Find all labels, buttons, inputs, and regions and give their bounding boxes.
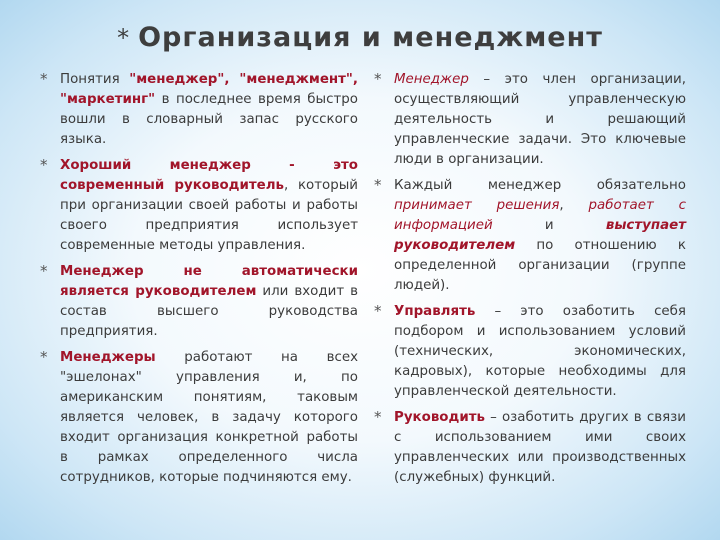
left-bullet-1-text-b: в последнее время быстро вошли в словарный запас русского языка. [60,92,358,147]
left-bullet-3-highlight: Менеджер не автоматически является руководителем [60,264,358,299]
bullet-asterisk: * [40,156,48,174]
right-bullet-2-text-a: Каждый менеджер обязательно [394,178,686,193]
left-bullet-4-text: работают на всех "эшелонах" управления и, по американским понятиям, таковым является человек, в задачу которого входит организация конкретной работы в рамках определенного числа сотрудников, которые подчиняются ему. [60,350,358,485]
right-bullet-2-information: работает с информацией [394,198,686,233]
bullet-asterisk: * [374,302,382,320]
title-asterisk: * [117,24,131,52]
left-bullet-2 [40,156,358,256]
right-column [374,70,686,494]
right-bullet-2 [374,176,686,296]
left-bullet-3 [40,262,358,342]
left-bullet-2-highlight: Хороший менеджер - это современный руководитель [60,158,358,193]
right-bullet-4 [374,408,686,488]
left-bullet-3-text: или входит в состав высшего руководства предприятия. [60,284,358,339]
left-bullet-1-terms: "менеджер", "менеджмент", "маркетинг" [60,72,358,107]
left-bullet-4-highlight: Менеджеры [60,350,156,365]
left-column [40,70,358,494]
right-bullet-3-highlight: Управлять [394,304,476,319]
right-bullet-2-and: и [492,218,606,233]
right-bullet-1-text: – это член организации, осуществляющий управленческую деятельность и решающий управленческие задачи. Это ключевые люди в организации. [394,72,686,167]
left-bullet-4 [40,348,358,488]
bullet-asterisk: * [40,70,48,88]
bullet-asterisk: * [40,262,48,280]
bullet-asterisk: * [374,408,382,426]
right-bullet-4-highlight: Руководить [394,410,485,425]
bullet-asterisk: * [40,348,48,366]
right-bullet-1 [374,70,686,170]
left-bullet-2-text: , который при организации своей работы и работы своего предприятия использует современные методы управления. [60,178,358,253]
right-bullet-3 [374,302,686,402]
right-bullet-3-text: – это озаботить себя подбором и использованием условий (технических, экономических, кадровых), которые необходимы для управленческой деятельности. [394,304,686,399]
right-bullet-4-text: – озаботить других в связи с использованием ими своих управленческих или производственных (служебных) функций. [394,410,686,485]
title-text: Организация и менеджмент [138,22,603,53]
bullet-asterisk: * [374,70,382,88]
bullet-asterisk: * [374,176,382,194]
right-bullet-2-comma: , [559,198,589,213]
right-bullet-2-leader: выступает руководителем [394,218,686,253]
left-bullet-1-text-a: Понятия [60,72,130,87]
slide-title [0,22,720,53]
right-bullet-1-highlight: Менеджер [394,72,469,87]
right-bullet-2-text-b: по отношению к определенной организации (группе людей). [394,238,686,293]
left-bullet-1 [40,70,358,150]
right-bullet-2-decisions: принимает решения [394,198,560,213]
